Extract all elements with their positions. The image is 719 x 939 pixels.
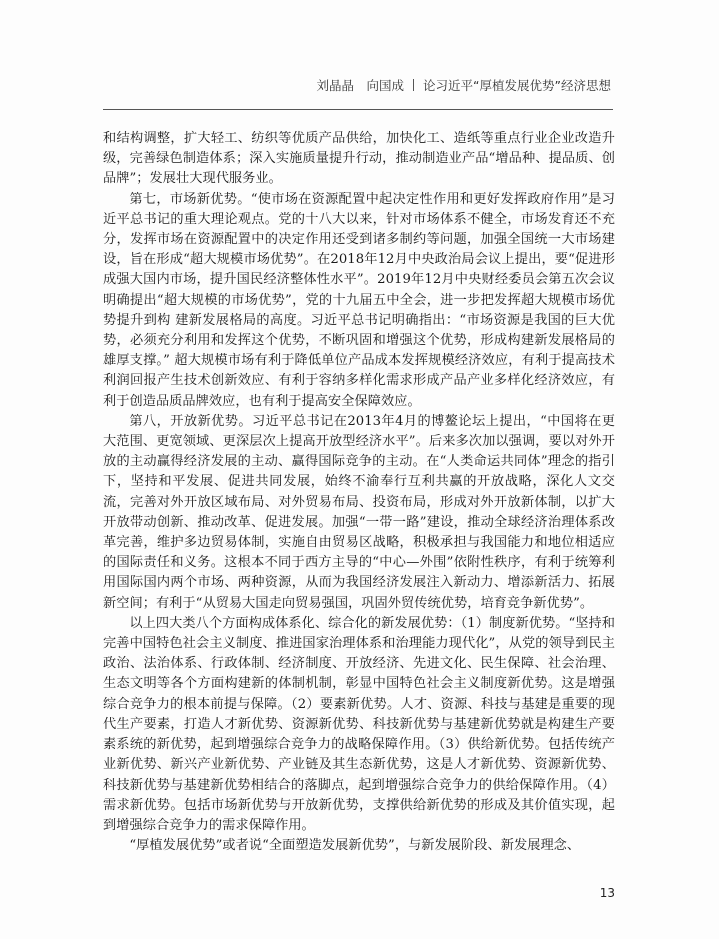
paragraph-market-advantage: 第七，市场新优势。“使市场在资源配置中起决定性作用和更好发挥政府作用”是习近平总书记的重大理论观点。党的十八大以来，针对市场体系不健全，市场发育还不充分，发挥市场在资源配置中的决定作用还受到诸多制约等问题，加强全国统一大市场建设，旨在形成“超大规模市场优势”。在2018年12月中央政治局会议上提出，要“促进形成强大国内市场，提升国民经济整体性水平”。2019年12月中央财经委员会第五次会议明确提出“超大规模的市场优势”，党的十九届五中全会，进一步把发挥超大规模市场优势提升到构 建新发展格局的高度。习近平总书记明确指出：“市场资源是我国的巨大优势，必须充分利用和发挥这个优势，不断巩固和增强这个优势，形成构建新发展格局的雄厚支撑。” 超大规模市场有利于降低单位产品成本发挥规模经济效应，有利于提高技术利润回报产生技术创新效应、有利于容纳多样化需求形成产品产业多样化经济效应，有利于创造品质品牌效应，也有利于提高安全保障效应。 <box>103 191 615 409</box>
header-separator <box>413 79 414 91</box>
paragraph-final: “厚植发展优势”或者说“全面塑造发展新优势”，与新发展阶段、新发展理念、 <box>129 838 581 854</box>
body-text <box>103 129 615 856</box>
paragraph-continued: 和结构调整，扩大轻工、纺织等优质产品供给，加快化工、造纸等重点行业企业改造升级，完善绿色制造体系；深入实施质量提升行动，推动制造业产品“增品种、提品质、创品牌”；发展壮大现代服务业。 <box>103 131 615 187</box>
page-number: 13 <box>599 886 615 900</box>
paragraph-summary: 以上四大类八个方面构成体系化、综合化的新发展优势：（1）制度新优势。“坚持和完善中国特色社会主义制度、推进国家治理体系和治理能力现代化”，从党的领导到民主政治、法治体系、行政体制、经济制度、开放经济、先进文化、民生保障、社会治理、生态文明等各个方面构建新的体制机制，彰显中国特色社会主义制度新优势。这是增强综合竞争力的根本前提与保障。（2）要素新优势。人才、资源、科技与基建是重要的现代生产要素，打造人才新优势、资源新优势、科技新优势与基建新优势就是构建生产要素系统的新优势，起到增强综合竞争力的战略保障作用。（3）供给新优势。包括传统产业新优势、新兴产业新优势、产业链及其生态新优势，这是人才新优势、资源新优势、科技新优势与基建新优势相结合的落脚点，起到增强综合竞争力的供给保障作用。（4）需求新优势。包括市场新优势与开放新优势，支撑供给新优势的形成及其价值实现，起到增强综合竞争力的需求保障作用。 <box>103 615 615 833</box>
header-rule <box>103 109 613 110</box>
paragraph-opening-advantage: 第八，开放新优势。习近平总书记在2013年4月的博鳌论坛上提出，“中国将在更大范围、更宽领域、更深层次上提高开放型经济水平”。后来多次加以强调，要以对外开放的主动赢得经济发展的主动、赢得国际竞争的主动。在“人类命运共同体”理念的指引下，坚持和平发展、促进共同发展，始终不渝奉行互利共赢的开放战略，深化人文交流，完善对外开放区域布局、对外贸易布局、投资布局，形成对外开放新体制，以扩大开放带动创新、推动改革、促进发展。加强“一带一路”建设，推动全球经济治理体系改革完善，维护多边贸易体制，实施自由贸易区战略，积极承担与我国能力和地位相适应的国际责任和义务。这根本不同于西方主导的“中心—外围”依附性秩序，有利于统筹利用国际国内两个市场、两种资源，从而为我国经济发展注入新动力、增添新活力、拓展新空间；有利于“从贸易大国走向贸易强国，巩固外贸传统优势，培育竞争新优势”。 <box>103 413 615 611</box>
header-authors: 刘晶晶 向国成 <box>316 78 405 93</box>
header-title: 论习近平“厚植发展优势”经济思想 <box>423 78 611 93</box>
running-header <box>317 76 611 94</box>
